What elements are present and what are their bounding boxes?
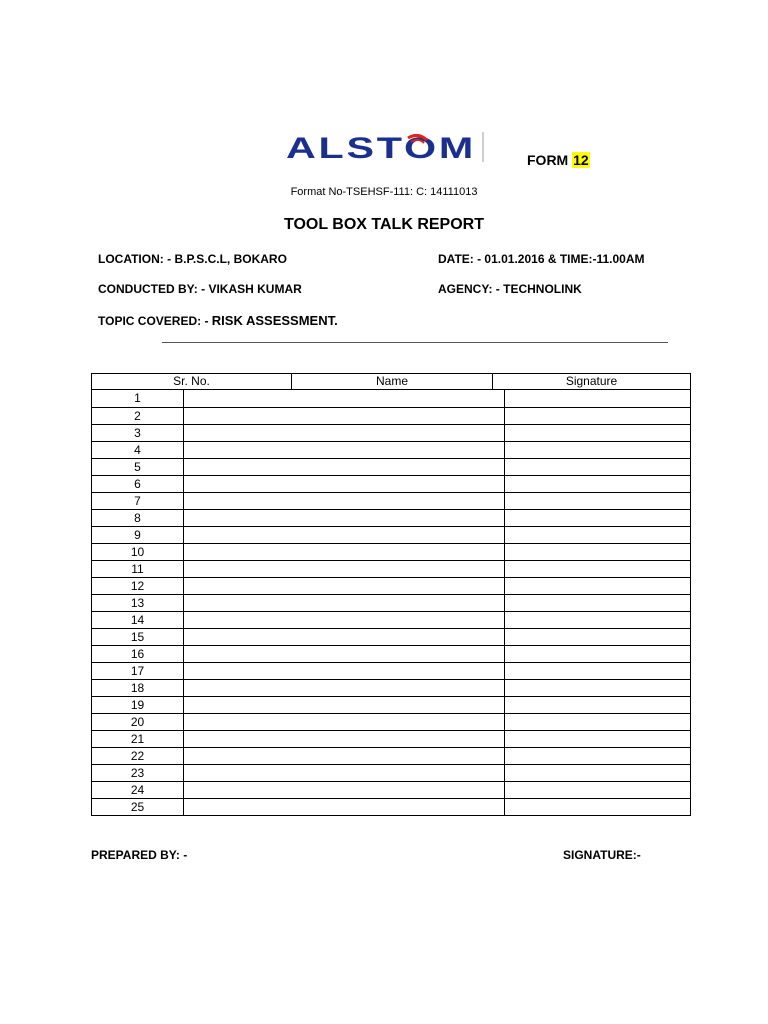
page-title: TOOL BOX TALK REPORT [283, 216, 484, 233]
signature-cell[interactable] [504, 663, 690, 679]
signature-cell[interactable] [504, 748, 690, 764]
table-row [92, 407, 690, 424]
signature-cell[interactable] [504, 714, 690, 730]
table-row [92, 662, 690, 679]
header-sr-no: Sr. No. [173, 374, 210, 388]
signature-cell[interactable] [504, 595, 690, 611]
table-row [92, 594, 690, 611]
sr-no-cell: 15 [130, 630, 145, 644]
table-row [92, 560, 690, 577]
signature-cell[interactable] [504, 493, 690, 509]
signature-cell[interactable] [504, 390, 690, 407]
agency-value: TECHNOLINK [503, 282, 582, 296]
form-number-highlight: 12 [573, 152, 589, 168]
signature-cell[interactable] [504, 510, 690, 526]
name-cell[interactable] [183, 731, 504, 747]
signature-cell[interactable] [504, 476, 690, 492]
prepared-by-label: PREPARED BY: - [91, 848, 188, 862]
sr-no-cell: 17 [130, 664, 145, 678]
sr-no-cell: 2 [134, 409, 141, 423]
name-cell[interactable] [183, 765, 504, 781]
signature-cell[interactable] [504, 544, 690, 560]
sr-no-cell: 20 [130, 715, 145, 729]
name-cell[interactable] [183, 748, 504, 764]
table-row [92, 764, 690, 781]
table-row [92, 611, 690, 628]
signature-cell[interactable] [504, 612, 690, 628]
sr-no-cell: 25 [130, 800, 145, 814]
signature-cell[interactable] [504, 561, 690, 577]
table-row [92, 679, 690, 696]
table-row [92, 696, 690, 713]
sr-no-cell: 14 [130, 613, 145, 627]
location-field [98, 252, 287, 266]
signature-label: SIGNATURE:- [563, 848, 641, 862]
name-cell[interactable] [183, 408, 504, 424]
name-cell[interactable] [183, 782, 504, 798]
name-cell[interactable] [183, 646, 504, 662]
name-cell[interactable] [183, 527, 504, 543]
divider-line [162, 342, 668, 343]
sr-no-cell: 8 [134, 511, 141, 525]
table-header [91, 373, 691, 390]
signature-cell[interactable] [504, 799, 690, 815]
conducted-by-field [98, 282, 302, 296]
sr-no-cell: 24 [130, 783, 145, 797]
signature-cell[interactable] [504, 459, 690, 475]
header-signature: Signature [492, 374, 690, 389]
table-row [92, 713, 690, 730]
agency-label: AGENCY: - [438, 282, 504, 296]
date-time-field: DATE: - 01.01.2016 & TIME:-11.00AM [438, 252, 645, 266]
signature-cell[interactable] [504, 408, 690, 424]
table-row [92, 628, 690, 645]
table-row [92, 424, 690, 441]
name-cell[interactable] [183, 799, 504, 815]
topic-value: RISK ASSESSMENT. [211, 313, 338, 328]
name-cell[interactable] [183, 459, 504, 475]
signature-cell[interactable] [504, 578, 690, 594]
table-row [92, 390, 690, 407]
sr-no-cell: 19 [130, 698, 145, 712]
signature-cell[interactable] [504, 731, 690, 747]
table-row [92, 645, 690, 662]
sr-no-cell: 16 [130, 647, 145, 661]
topic-field [98, 313, 338, 328]
topic-label: TOPIC COVERED: - [98, 314, 212, 328]
signature-cell[interactable] [504, 629, 690, 645]
sr-no-cell: 9 [134, 528, 141, 542]
header-name: Name [291, 374, 492, 389]
signature-cell[interactable] [504, 680, 690, 696]
sr-no-cell: 18 [130, 681, 145, 695]
sr-no-cell: 6 [134, 477, 141, 491]
conducted-value: VIKASH KUMAR [208, 282, 302, 296]
sr-no-cell: 13 [130, 596, 145, 610]
sr-no-cell: 21 [130, 732, 145, 746]
form-number [527, 152, 590, 168]
location-value: B.P.S.C.L, BOKARO [174, 252, 287, 266]
conducted-label: CONDUCTED BY: - [98, 282, 209, 296]
name-cell[interactable] [183, 714, 504, 730]
sr-no-cell: 5 [134, 460, 141, 474]
table-row [92, 458, 690, 475]
table-row [92, 730, 690, 747]
signature-cell[interactable] [504, 782, 690, 798]
table-row [92, 509, 690, 526]
sr-no-cell: 3 [134, 426, 141, 440]
location-label: LOCATION: - [98, 252, 175, 266]
name-cell[interactable] [183, 476, 504, 492]
sr-no-cell: 11 [131, 562, 144, 576]
name-cell[interactable] [183, 629, 504, 645]
sr-no-cell: 4 [134, 443, 141, 457]
signature-cell[interactable] [504, 425, 690, 441]
table-row [92, 577, 690, 594]
name-cell[interactable] [183, 697, 504, 713]
alstom-logo-text: ALSTOM [286, 132, 476, 165]
form-prefix: FORM [527, 152, 573, 168]
signature-cell[interactable] [504, 697, 690, 713]
signature-cell[interactable] [504, 646, 690, 662]
table-row [92, 526, 690, 543]
sr-no-cell: 23 [130, 766, 145, 780]
name-cell[interactable] [183, 390, 504, 407]
table-row [92, 781, 690, 798]
sr-no-cell: 10 [130, 545, 145, 559]
table-row [92, 798, 690, 815]
name-cell[interactable] [183, 510, 504, 526]
table-row [92, 492, 690, 509]
sr-no-cell: 22 [130, 749, 145, 763]
name-cell[interactable] [183, 680, 504, 696]
name-cell[interactable] [183, 493, 504, 509]
agency-field [438, 282, 582, 296]
format-number: Format No-TSEHSF-111: C: 14111013 [290, 186, 478, 198]
table-row [92, 475, 690, 492]
sr-no-cell: 12 [130, 579, 145, 593]
signature-cell[interactable] [504, 765, 690, 781]
name-cell[interactable] [183, 595, 504, 611]
table-row [92, 543, 690, 560]
name-cell[interactable] [183, 663, 504, 679]
name-cell[interactable] [183, 425, 504, 441]
name-cell[interactable] [183, 578, 504, 594]
name-cell[interactable] [183, 612, 504, 628]
attendance-table [91, 390, 691, 816]
sr-no-cell: 1 [134, 391, 141, 405]
table-row [92, 747, 690, 764]
signature-cell[interactable] [504, 442, 690, 458]
name-cell[interactable] [183, 442, 504, 458]
table-row [92, 441, 690, 458]
name-cell[interactable] [183, 544, 504, 560]
logo-divider [482, 132, 484, 162]
signature-cell[interactable] [504, 527, 690, 543]
alstom-logo [286, 128, 482, 168]
name-cell[interactable] [183, 561, 504, 577]
sr-no-cell: 7 [134, 494, 141, 508]
